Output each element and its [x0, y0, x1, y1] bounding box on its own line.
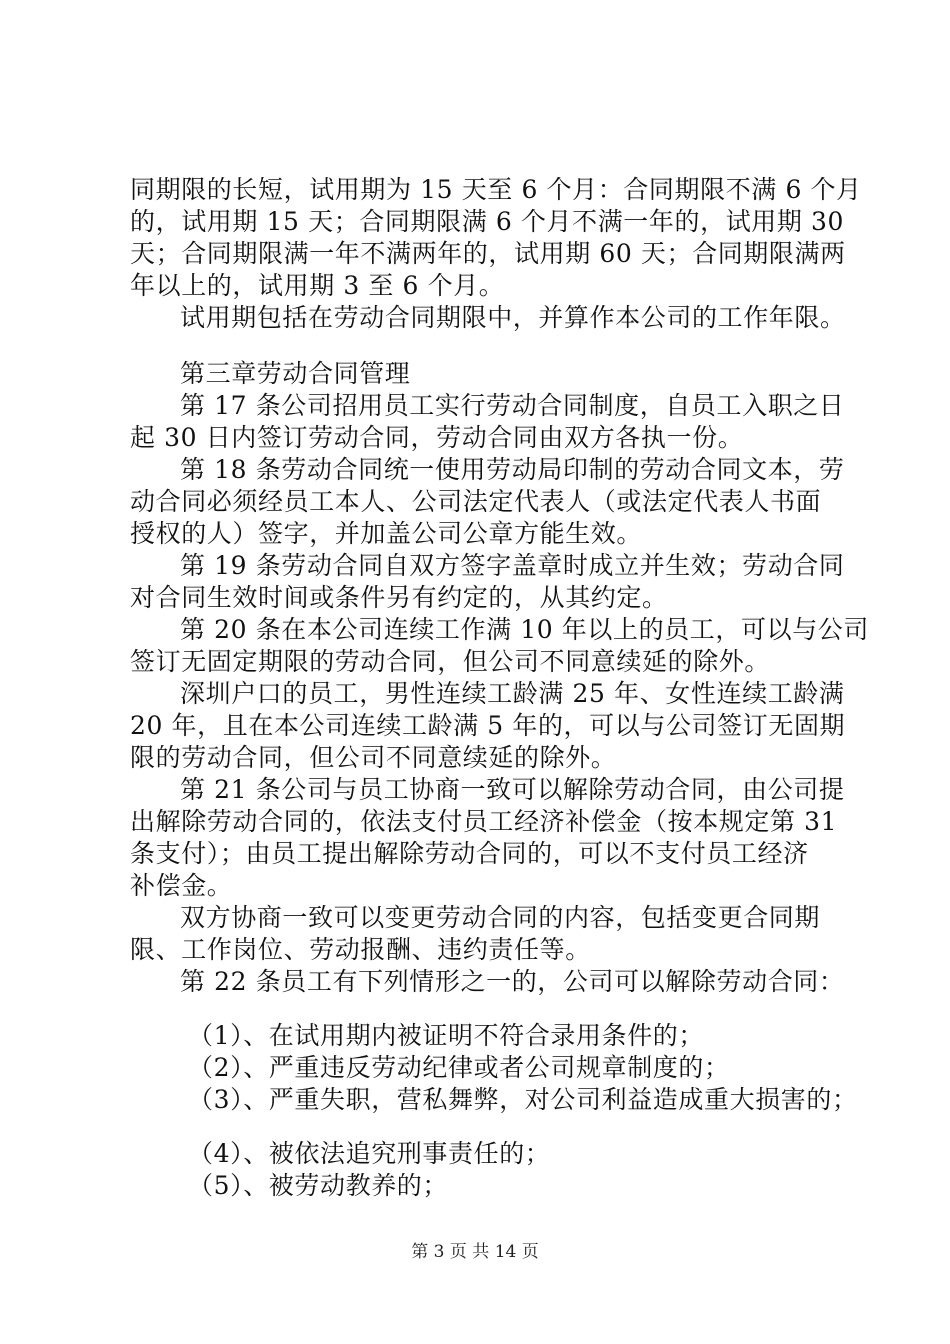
article-17-line: 起 30 日内签订劳动合同，劳动合同由双方各执一份。 — [130, 423, 744, 452]
article-17-line: 第 17 条公司招用员工实行劳动合同制度，自员工入职之日 — [180, 391, 845, 420]
list-item: （5）、被劳动教养的； — [188, 1171, 449, 1200]
article-21-line: 补偿金。 — [130, 871, 233, 900]
list-item: （3）、严重失职，营私舞弊，对公司利益造成重大损害的； — [188, 1085, 858, 1114]
article-20-line: 第 20 条在本公司连续工作满 10 年以上的员工，可以与公司 — [180, 615, 870, 644]
text-line: 年以上的，试用期 3 至 6 个月。 — [130, 271, 505, 300]
shenzhen-clause-line: 深圳户口的员工，男性连续工龄满 25 年、女性连续工龄满 — [180, 679, 845, 708]
text-line: 试用期包括在劳动合同期限中，并算作本公司的工作年限。 — [180, 303, 846, 332]
list-item: （1）、在试用期内被证明不符合录用条件的； — [188, 1021, 705, 1050]
text-line: 的，试用期 15 天；合同期限满 6 个月不满一年的，试用期 30 — [130, 207, 845, 236]
article-19-line: 第 19 条劳动合同自双方签字盖章时成立并生效；劳动合同 — [180, 551, 845, 580]
article-20-line: 签订无固定期限的劳动合同，但公司不同意续延的除外。 — [130, 647, 771, 676]
list-item: （4）、被依法追究刑事责任的； — [188, 1139, 551, 1168]
article-19-line: 对合同生效时间或条件另有约定的，从其约定。 — [130, 583, 668, 612]
page-number-footer: 第 3 页 共 14 页 — [411, 1242, 539, 1262]
list-item: （2）、严重违反劳动纪律或者公司规章制度的； — [188, 1053, 730, 1082]
article-18-line: 授权的人）签字，并加盖公司公章方能生效。 — [130, 519, 643, 548]
article-18-line: 第 18 条劳动合同统一使用劳动局印制的劳动合同文本，劳 — [180, 455, 845, 484]
text-line: 同期限的长短，试用期为 15 天至 6 个月：合同期限不满 6 个月 — [130, 175, 862, 204]
article-18-line: 动合同必须经员工本人、公司法定代表人（或法定代表人书面 — [130, 487, 822, 516]
article-22-line: 第 22 条员工有下列情形之一的，公司可以解除劳动合同： — [180, 967, 845, 996]
text-line: 天；合同期限满一年不满两年的，试用期 60 天；合同期限满两 — [130, 239, 846, 268]
article-21-line: 出解除劳动合同的，依法支付员工经济补偿金（按本规定第 31 — [130, 807, 838, 836]
change-clause-line: 双方协商一致可以变更劳动合同的内容，包括变更合同期 — [180, 903, 821, 932]
article-21-line: 条支付）；由员工提出解除劳动合同的，可以不支付员工经济 — [130, 839, 809, 868]
shenzhen-clause-line: 20 年，且在本公司连续工龄满 5 年的，可以与公司签订无固期 — [130, 711, 846, 740]
shenzhen-clause-line: 限的劳动合同，但公司不同意续延的除外。 — [130, 743, 617, 772]
change-clause-line: 限、工作岗位、劳动报酬、违约责任等。 — [130, 935, 591, 964]
article-21-line: 第 21 条公司与员工协商一致可以解除劳动合同，由公司提 — [180, 775, 845, 804]
document-body — [130, 174, 870, 1202]
chapter-title: 第三章劳动合同管理 — [180, 359, 411, 388]
